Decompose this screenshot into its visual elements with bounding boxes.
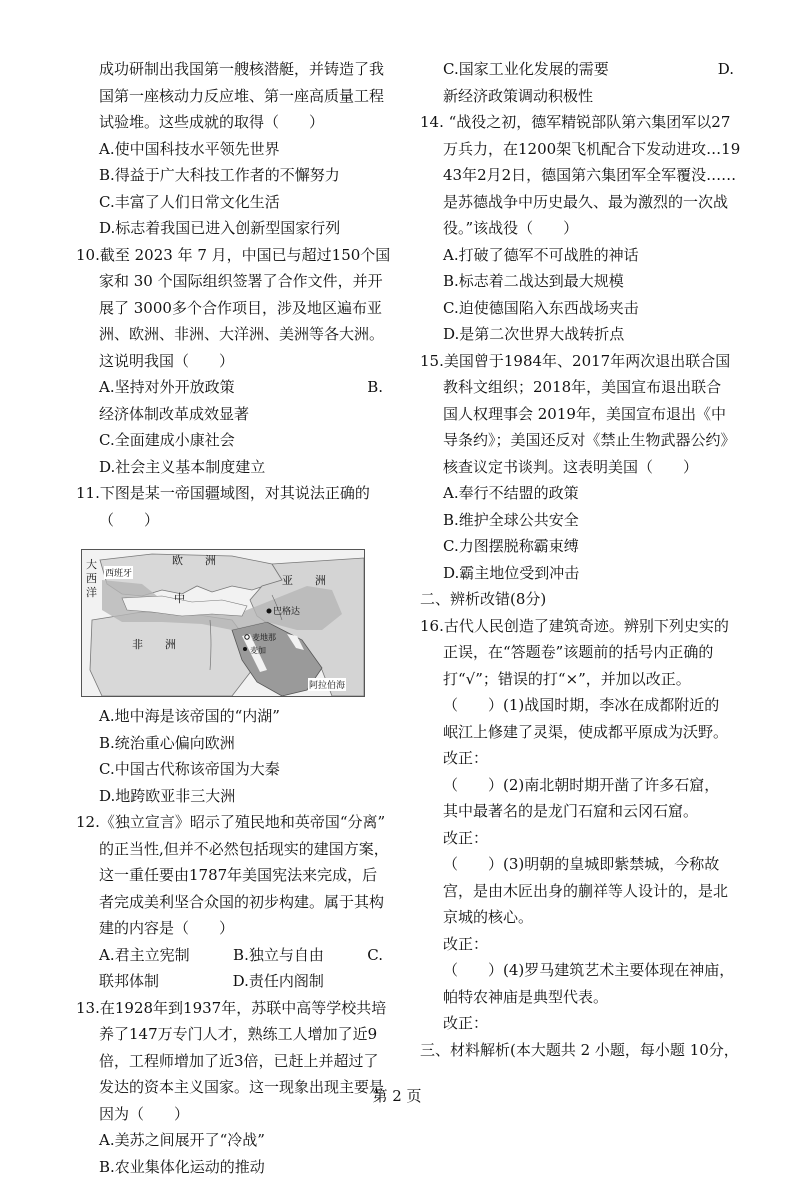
question-13-option-row: [420, 56, 738, 83]
question-10-stem: 10.截至 2023 年 7 月，中国已与超过150个国: [76, 242, 401, 269]
question-12-stem: 建的内容是（ ）: [76, 915, 401, 942]
section-2-heading: 二、辨析改错(8分): [420, 586, 738, 613]
question-10-stem: 洲、欧洲、非洲、大洋洲、美洲等各大洲。: [76, 321, 401, 348]
map-label-arabian-sea: 阿拉伯海: [308, 678, 346, 691]
question-11-option: A.地中海是该帝国的“内湖”: [76, 703, 401, 730]
question-16-item-4: （ ）(4)罗马建筑艺术主要体现在神庙，: [420, 957, 738, 984]
map-label-spain: 西班牙: [104, 566, 133, 579]
question-16-item-3: 京城的核心。: [420, 904, 738, 931]
question-9-option: A.使中国科技水平领先世界: [76, 136, 401, 163]
correction-label: 改正：: [420, 1010, 738, 1037]
question-16-stem: 正误，在“答题卷”该题前的括号内正确的: [420, 639, 738, 666]
question-12-stem: 的正当性,但并不必然包括现实的建国方案，: [76, 836, 401, 863]
question-13-option-d-label: D.: [718, 56, 738, 83]
question-12-stem: 者完成美利坚合众国的初步构建。属于其构: [76, 889, 401, 916]
question-15-option: C.力图摆脱称霸束缚: [420, 533, 738, 560]
page-number: 第 2 页: [0, 1085, 794, 1106]
question-16-item-1: 岷江上修建了灵渠，使成都平原成为沃野。: [420, 719, 738, 746]
question-12-option-c-label: C.: [367, 942, 401, 969]
question-15-option: A.奉行不结盟的政策: [420, 480, 738, 507]
question-9-line: 成功研制出我国第一艘核潜艇，并铸造了我: [76, 56, 401, 83]
question-12-stem: 这一重任要由1787年美国宪法来完成，后: [76, 862, 401, 889]
question-16-item-2: （ ）(2)南北朝时期开凿了许多石窟，: [420, 772, 738, 799]
question-10-option-b: 经济体制改革成效显著: [76, 401, 401, 428]
question-15-stem: 核查议定书谈判。这表明美国（ ）: [420, 454, 738, 481]
map-label-ocean: 大: [86, 556, 97, 572]
question-13-stem: 13.在1928年到1937年，苏联中高等学校共培: [76, 995, 401, 1022]
question-14-stem: 43年2月2日，德国第六集团军全军覆没……: [420, 162, 738, 189]
question-10-option: D.社会主义基本制度建立: [76, 454, 401, 481]
map-label-baghdad: 巴格达: [273, 604, 300, 617]
question-13-option-c: C.国家工业化发展的需要: [443, 56, 609, 83]
question-10-stem: 展了 3000多个合作项目，涉及地区遍布亚: [76, 295, 401, 322]
question-14-stem: 是苏德战争中历史最久、最为激烈的一次战: [420, 189, 738, 216]
question-16-item-3: 宫，是由木匠出身的蒯祥等人设计的，是北: [420, 878, 738, 905]
question-13-option-d: 新经济政策调动积极性: [420, 83, 738, 110]
map-label-mediterranean: 中: [174, 590, 185, 606]
question-15-stem: 教科文组织；2018年，美国宣布退出联合: [420, 374, 738, 401]
question-15-option: B.维护全球公共安全: [420, 507, 738, 534]
question-14-option: A.打破了德军不可战胜的神话: [420, 242, 738, 269]
question-13-stem: 养了147万专门人才，熟练工人增加了近9: [76, 1021, 401, 1048]
question-13-stem: 倍，工程师增加了近3倍，已赶上并超过了: [76, 1048, 401, 1075]
map-label-medina: 麦地那: [252, 632, 276, 643]
question-9-line: 试验堆。这些成就的取得（ ）: [76, 109, 401, 136]
section-3-heading: 三、材料解析(本大题共 2 小题，每小题 10分，: [420, 1037, 738, 1064]
question-14-stem: 役。”该战役（ ）: [420, 215, 738, 242]
question-10-option-row: [76, 374, 401, 401]
question-11-stem: （ ）: [76, 507, 401, 534]
question-12-option-row: [76, 942, 401, 969]
question-9-option: D.标志着我国已进入创新型国家行列: [76, 215, 401, 242]
map-label-asia: 亚 洲: [282, 572, 326, 588]
question-10-stem: 家和 30 个国际组织签署了合作文件，并开: [76, 268, 401, 295]
left-column: [76, 56, 401, 1180]
question-16-stem: 16.古代人民创造了建筑奇迹。辨别下列史实的: [420, 613, 738, 640]
question-14-stem: 14. “战役之初，德军精锐部队第六集团军以27: [420, 109, 738, 136]
question-12-option-row-2: [76, 968, 401, 995]
question-16-item-2: 其中最著名的是龙门石窟和云冈石窟。: [420, 798, 738, 825]
correction-label: 改正：: [420, 745, 738, 772]
question-11-option: B.统治重心偏向欧洲: [76, 730, 401, 757]
map-label-mecca: 麦加: [250, 645, 266, 656]
question-14-option: D.是第二次世界大战转折点: [420, 321, 738, 348]
question-12-option-d: D.责任内阁制: [233, 972, 324, 990]
question-16-item-1: （ ）(1)战国时期，李冰在成都附近的: [420, 692, 738, 719]
question-13-stem: 因为（ ）: [76, 1101, 401, 1128]
question-11-option: D.地跨欧亚非三大洲: [76, 783, 401, 810]
question-14-option: B.标志着二战达到最大规模: [420, 268, 738, 295]
question-9-option: C.丰富了人们日常文化生活: [76, 189, 401, 216]
question-14-stem: 万兵力，在1200架飞机配合下发动进攻…19: [420, 136, 738, 163]
question-12-option-b: B.独立与自由: [233, 942, 324, 969]
question-10-option-b-label: B.: [367, 374, 401, 401]
question-9-option: B.得益于广大科技工作者的不懈努力: [76, 162, 401, 189]
map-label-africa: 非 洲: [132, 636, 176, 652]
question-12-stem: 12.《独立宣言》昭示了殖民地和英帝国“分离”: [76, 809, 401, 836]
question-15-option: D.霸主地位受到冲击: [420, 560, 738, 587]
question-14-option: C.迫使德国陷入东西战场夹击: [420, 295, 738, 322]
map-label-ocean: 西: [86, 570, 97, 586]
map-label-ocean: 洋: [86, 584, 97, 600]
question-15-stem: 导条约》；美国还反对《禁止生物武器公约》: [420, 427, 738, 454]
map-label-europe: 欧 洲: [172, 552, 216, 568]
question-15-stem: 国人权理事会 2019年，美国宣布退出《中: [420, 401, 738, 428]
empire-territory-map: [81, 549, 365, 697]
right-column: [420, 56, 738, 1063]
question-13-stem: 发达的资本主义国家。这一现象出现主要是: [76, 1074, 401, 1101]
correction-label: 改正：: [420, 825, 738, 852]
question-16-item-3: （ ）(3)明朝的皇城即紫禁城，今称故: [420, 851, 738, 878]
question-10-option: C.全面建成小康社会: [76, 427, 401, 454]
correction-label: 改正：: [420, 931, 738, 958]
question-10-stem: 这说明我国（ ）: [76, 348, 401, 375]
question-10-option-a: A.坚持对外开放政策: [99, 374, 235, 401]
question-13-option: B.农业集体化运动的推动: [76, 1154, 401, 1180]
question-16-stem: 打“√”；错误的打“×”，并加以改正。: [420, 666, 738, 693]
question-12-option-a: A.君主立宪制: [99, 942, 190, 969]
question-11-stem: 11.下图是某一帝国疆域图，对其说法正确的: [76, 480, 401, 507]
question-13-option: A.美苏之间展开了“冷战”: [76, 1127, 401, 1154]
question-12-option-c: 联邦体制: [99, 972, 159, 990]
question-15-stem: 15.美国曾于1984年、2017年两次退出联合国: [420, 348, 738, 375]
question-16-item-4: 帕特农神庙是典型代表。: [420, 984, 738, 1011]
question-11-option: C.中国古代称该帝国为大秦: [76, 756, 401, 783]
question-9-line: 国第一座核动力反应堆、第一座高质量工程: [76, 83, 401, 110]
